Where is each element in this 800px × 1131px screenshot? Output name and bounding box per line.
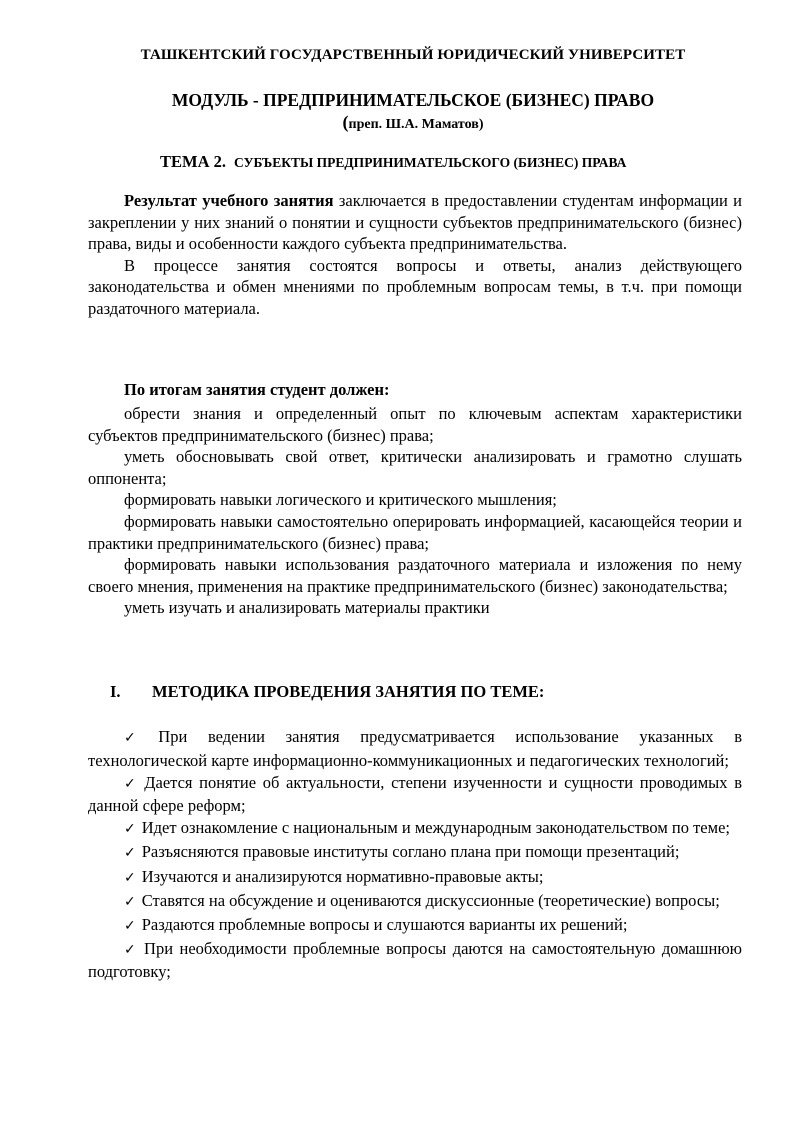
university-title: ТАШКЕНТСКИЙ ГОСУДАРСТВЕННЫЙ ЮРИДИЧЕСКИЙ УНИВЕРСИТЕТ (140, 47, 686, 63)
topic-number: ТЕМА 2. (160, 152, 226, 171)
methodology-list (88, 726, 742, 984)
checkmark-icon: ✓ (124, 869, 136, 886)
outcome-item: формировать навыки логического и критического мышления; (124, 490, 557, 510)
outcome-item: формировать навыки использования раздаточного материала и изложения по нему своего мнения, применения на практике предпринимательского (бизнес) законодательства; (88, 555, 742, 596)
module-title: МОДУЛЬ - ПРЕДПРИНИМАТЕЛЬСКОЕ (БИЗНЕС) ПРАВО (171, 90, 655, 110)
intro-section (88, 190, 742, 320)
check-item: ✓ Ставятся на обсуждение и оцениваются дискуссионные (теоретические) вопросы; (124, 890, 720, 910)
outcome-item: уметь обосновывать свой ответ, критически анализировать и грамотно слушать оппонента; (88, 447, 742, 488)
check-item: ✓ При необходимости проблемные вопросы даются на самостоятельную домашнюю подготовку; (88, 938, 742, 982)
checkmark-icon: ✓ (124, 893, 136, 910)
topic-heading (160, 152, 626, 172)
checkmark-icon: ✓ (124, 730, 153, 746)
result-paragraph (88, 190, 742, 255)
checkmark-icon: ✓ (124, 775, 139, 792)
teacher-open-paren: ( (342, 112, 349, 132)
check-item: ✓ Дается понятие об актуальности, степени изученности и сущности проводимых в данной сфере реформ; (88, 772, 742, 816)
outcome-item: обрести знания и определенный опыт по ключевым аспектам характеристики субъектов предпринимательского (бизнес) права; (88, 404, 742, 445)
topic-title: СУБЪЕКТЫ ПРЕДПРИНИМАТЕЛЬСКОГО (БИЗНЕС) ПРАВА (234, 155, 627, 170)
teacher-line (0, 112, 800, 133)
teacher-name: преп. Ш.А. Маматов) (348, 117, 484, 132)
result-text: заключается в предоставлении студентам информации и закреплении у них знаний о понятии и сущности субъектов предпринимательского (бизнес) права, виды и особенности каждого субъекта предпринимательства. (88, 191, 742, 254)
checkmark-icon: ✓ (124, 821, 136, 838)
section-number: I. (110, 682, 121, 701)
process-paragraph: В процессе занятия состоятся вопросы и ответы, анализ действующего законодательства и обмен мнениями по проблемным вопросам темы, в т.ч. при помощи раздаточного материала. (88, 255, 742, 318)
section-title: МЕТОДИКА ПРОВЕДЕНИЯ ЗАНЯТИЯ ПО ТЕМЕ: (152, 682, 545, 701)
check-item: ✓ Разъясняются правовые институты соглано плана при помощи презентаций; (124, 842, 680, 862)
check-item: ✓ Раздаются проблемные вопросы и слушаются варианты их решений; (124, 914, 628, 934)
outcome-item: уметь изучать и анализировать материалы практики (124, 598, 490, 618)
result-lead: Результат учебного занятия (124, 191, 334, 210)
outcomes-title: По итогам занятия студент должен: (124, 380, 390, 399)
check-item: ✓ При ведении занятия предусматривается использование указанных в технологической карте информационно-коммуникационных и педагогических технологий; (88, 727, 743, 770)
checkmark-icon: ✓ (124, 917, 136, 934)
check-item: ✓ Идет ознакомление с национальным и международным законодательством по теме; (124, 818, 730, 838)
methodology-heading (110, 682, 544, 702)
outcome-item: формировать навыки самостоятельно оперировать информацией, касающейся теории и практики предпринимательского (бизнес) права; (88, 511, 742, 553)
check-item: ✓ Изучаются и анализируются нормативно-правовые акты; (124, 866, 544, 886)
checkmark-icon: ✓ (124, 941, 139, 958)
checkmark-icon: ✓ (124, 845, 136, 862)
outcomes-list (88, 403, 742, 619)
